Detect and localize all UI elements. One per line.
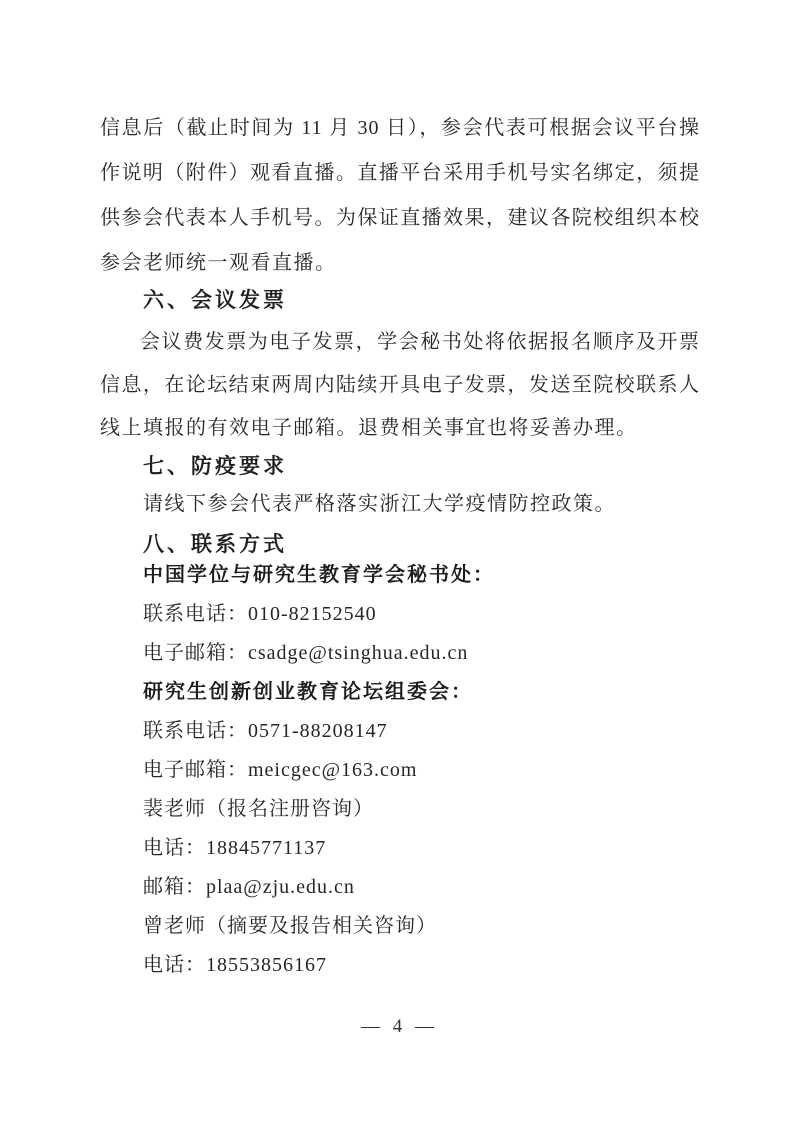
contact-phone: 联系电话：0571-88208147 (143, 720, 388, 742)
paragraph-invoice (100, 321, 700, 450)
contact-email: 电子邮箱：csadge@tsinghua.edu.cn (143, 642, 469, 664)
body-line: 会议费发票为电子发票，学会秘书处将依据报名顺序及开票 (140, 331, 700, 353)
body-line: 作说明（附件）观看直播。直播平台采用手机号实名绑定，须提 (100, 162, 700, 184)
contact-list (100, 556, 700, 985)
section-contact-heading-row (100, 531, 700, 559)
contact-phone: 电话：18553856167 (143, 954, 327, 976)
contact-phone: 电话：18845771137 (143, 837, 327, 859)
contact-email: 电子邮箱：meicgec@163.com (143, 759, 418, 781)
section-invoice-heading-row (100, 287, 700, 315)
section-heading-invoice: 六、会议发票 (143, 289, 287, 312)
page-number: — 4 — (361, 1016, 438, 1037)
contact-person-pei: 裴老师（报名注册咨询） (143, 798, 374, 820)
body-line: 信息，在论坛结束两周内陆续开具电子发票，发送至院校联系人 (100, 374, 700, 396)
body-line: 线上填报的有效电子邮箱。退费相关事宜也将妥善办理。 (100, 417, 638, 439)
section-heading-epidemic: 七、防疫要求 (143, 455, 287, 478)
paragraph-epidemic (100, 483, 700, 526)
contact-email: 邮箱：plaa@zju.edu.cn (143, 876, 355, 898)
section-heading-contact: 八、联系方式 (143, 533, 287, 556)
paragraph-live-stream (100, 106, 700, 286)
body-line: 信息后（截止时间为 11 月 30 日），参会代表可根据会议平台操 (100, 117, 700, 139)
contact-org-committee: 研究生创新创业教育论坛组委会： (143, 681, 473, 703)
body-line: 请线下参会代表严格落实浙江大学疫情防控政策。 (143, 493, 616, 515)
body-line: 参会老师统一观看直播。 (100, 252, 337, 274)
section-epidemic-heading-row (100, 453, 700, 481)
body-line: 供参会代表本人手机号。为保证直播效果，建议各院校组织本校 (100, 207, 700, 229)
contact-person-zeng: 曾老师（摘要及报告相关咨询） (143, 915, 437, 937)
contact-phone: 联系电话：010-82152540 (143, 603, 377, 625)
contact-org-secretariat: 中国学位与研究生教育学会秘书处： (143, 564, 495, 586)
